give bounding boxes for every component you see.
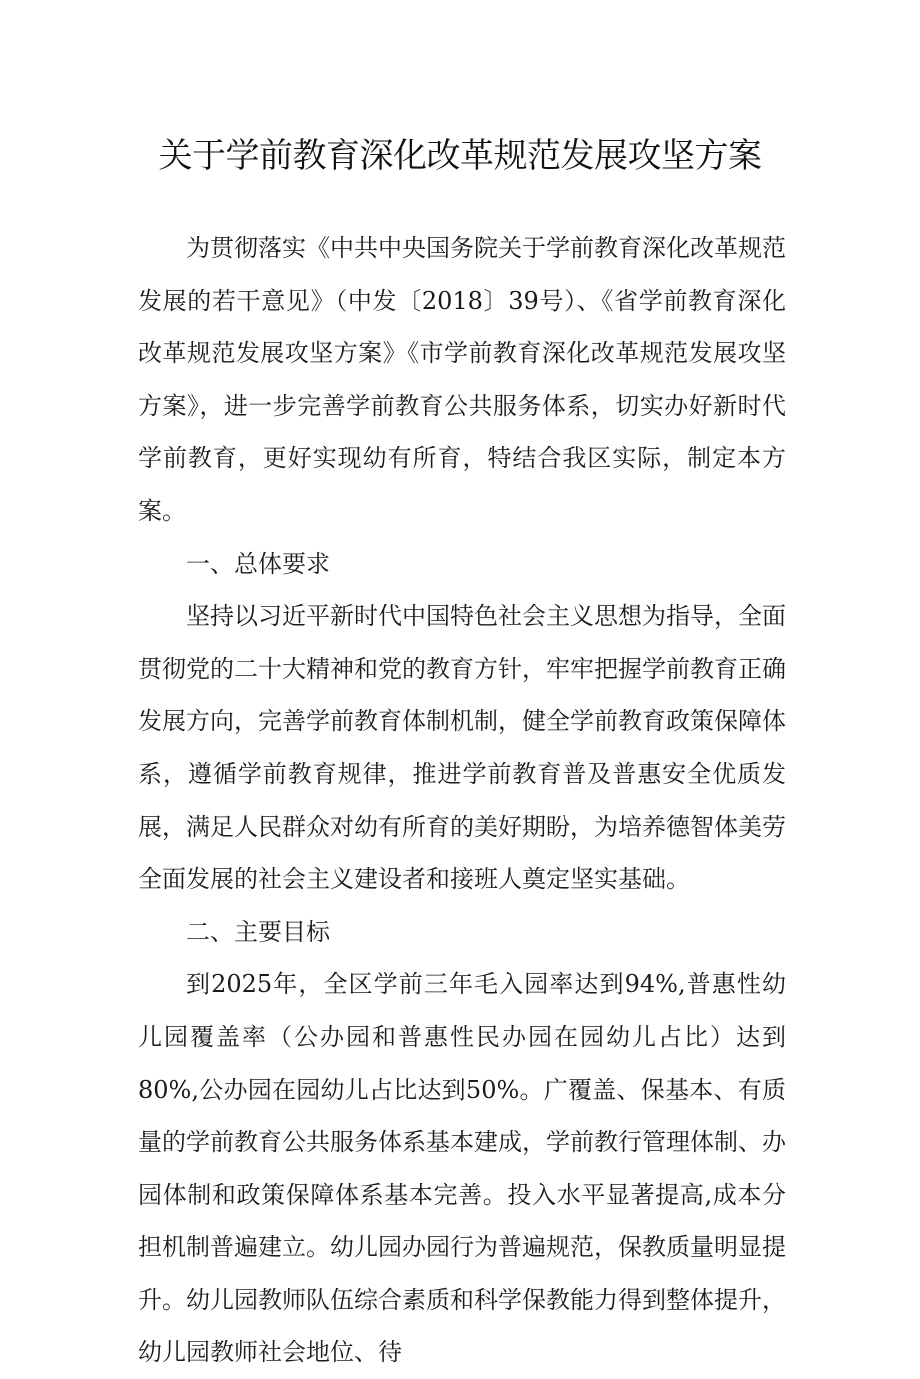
overall-requirements-paragraph: 坚持以习近平新时代中国特色社会主义思想为指导，全面贯彻党的二十大精神和党的教育方针，牢牢把握学前教育正确发展方向，完善学前教育体制机制，健全学前教育政策保障体系，遵循学前教育规律，推进学前教育普及普惠安全优质发展，满足人民群众对幼有所育的美好期盼，为培养德智体美劳全面发展的社会主义建设者和接班人奠定坚实基础。 xyxy=(138,602,786,894)
section-heading-main-goals: 二、主要目标 xyxy=(186,917,330,946)
document-title: 关于学前教育深化改革规范发展攻坚方案 xyxy=(158,136,762,176)
main-goals-paragraph: 到2025年，全区学前三年毛入园率达到94%,普惠性幼儿园覆盖率（公办园和普惠性民办园在园幼儿占比）达到80%,公办园在园幼儿占比达到50%。广覆盖、保基本、有质量的学前教育公共服务体系基本建成，学前教行管理体制、办园体制和政策保障体系基本完善。投入水平显著提高,成本分担机制普遍建立。幼儿园办园行为普遍规范，保教质量明显提升。幼儿园教师队伍综合素质和科学保教能力得到整体提升，幼儿园教师社会地位、待 xyxy=(138,970,786,1367)
document-body xyxy=(138,222,786,1379)
section-heading-overall-requirements: 一、总体要求 xyxy=(186,549,330,578)
intro-paragraph: 为贯彻落实《中共中央国务院关于学前教育深化改革规范发展的若干意见》（中发〔2018〕39号）、《省学前教育深化改革规范发展攻坚方案》《市学前教育深化改革规范发展攻坚方案》，进一步完善学前教育公共服务体系，切实办好新时代学前教育，更好实现幼有所育，特结合我区实际，制定本方案。 xyxy=(138,234,786,525)
